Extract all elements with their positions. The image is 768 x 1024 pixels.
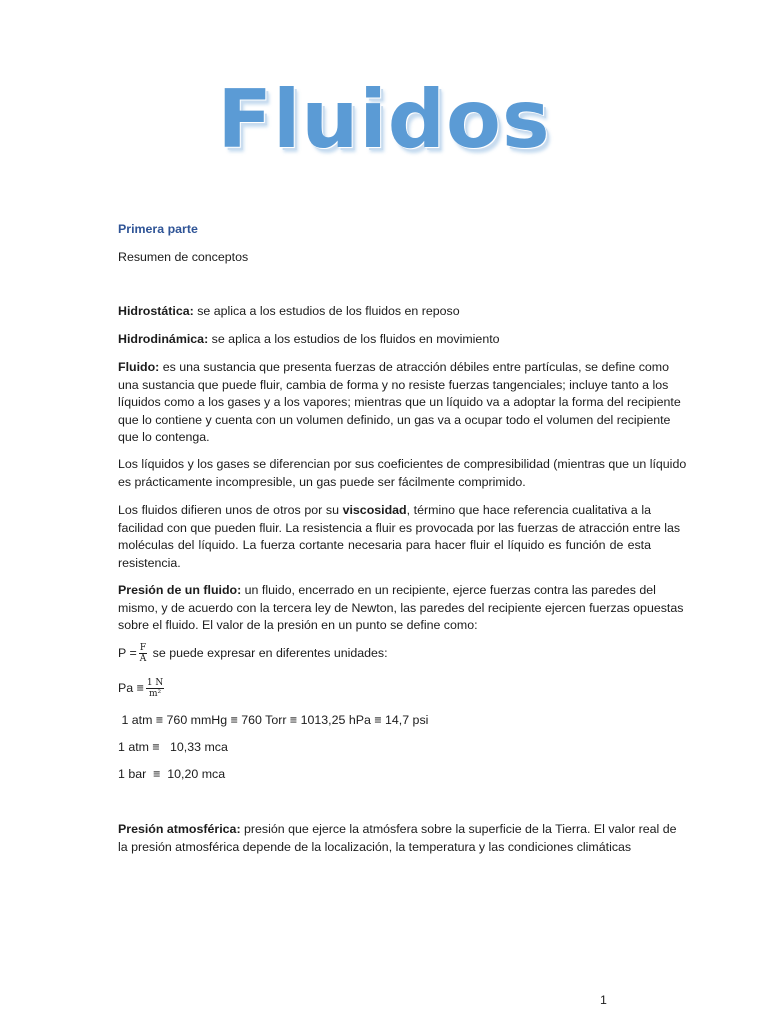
presion-fluido-line-1: [118, 582, 656, 600]
pa-denominator: m²: [148, 689, 162, 699]
paragraph-liquidos-gases: [118, 456, 687, 491]
paragraph-fluido: [118, 359, 681, 447]
equivalence-atm-full: 1 atm ≡ 760 mmHg ≡ 760 Torr ≡ 1013,25 hPa ≡ 14,7 psi: [118, 713, 429, 727]
viscosidad-line-3: moléculas del líquido. La fuerza cortante necesaria para hacer fluir el líquido es función de esta: [118, 538, 651, 552]
equivalence-atm-mca: 1 atm ≡ 10,33 mca: [118, 740, 228, 754]
subtitle: Resumen de conceptos: [118, 250, 249, 264]
fraction-n-over-m2: [146, 678, 164, 699]
pascal-definition: [118, 678, 651, 699]
viscosidad-before: Los fluidos difieren unos de otros por su: [118, 503, 343, 517]
paragraph-hidrodinamica: [118, 331, 651, 349]
liquidos-line-1: Los líquidos y los gases se diferencian por sus coeficientes de compresibilidad (mientras que un líquido: [118, 457, 687, 471]
term-hidrostatica: Hidrostática:: [118, 304, 194, 318]
fluido-line-1: [118, 359, 669, 377]
paragraph-viscosidad: [118, 502, 681, 572]
viscosidad-after: , término que hace referencia cualitativa a la: [406, 503, 651, 517]
pa-numerator: 1 N: [146, 678, 164, 688]
fluido-line-4: que lo contiene y cuenta con un volumen definido, un gas va a ocupar todo el volumen del recipiente: [118, 412, 671, 427]
section-heading: Primera parte: [118, 222, 198, 236]
equivalence-bar-mca: 1 bar ≡ 10,20 mca: [118, 767, 226, 781]
presion-atm-line-1: [118, 821, 677, 839]
term-hidrodinamica: Hidrodinámica:: [118, 332, 209, 346]
paragraph-presion-atmosferica: [118, 821, 677, 856]
fluido-line-5: que lo contenga.: [118, 430, 210, 444]
presion-atm-line-2: la presión atmosférica depende de la localización, la temperatura y las condiciones climáticas: [118, 839, 632, 854]
viscosidad-line-1: [118, 502, 651, 520]
paragraph-presion-fluido: [118, 582, 684, 635]
viscosidad-line-4: resistencia.: [118, 555, 181, 570]
text-hidrostatica: se aplica a los estudios de los fluidos en reposo: [193, 304, 460, 318]
formula-text: se puede expresar en diferentes unidades:: [149, 645, 388, 660]
viscosidad-line-2: facilidad con que pueden fluir. La resistencia a fluir es provocada por las fuerzas de atracción entre las: [118, 520, 681, 535]
document-title: Fluidos: [217, 73, 551, 166]
presion-atm-first: presión que ejerce la atmósfera sobre la superficie de la Tierra. El valor real de: [240, 822, 677, 836]
paragraph-hidrostatica: [118, 303, 651, 321]
fraction-numerator: F: [139, 643, 147, 653]
presion-fluido-line-3: sobre el fluido. El valor de la presión en un punto se define como:: [118, 618, 478, 632]
presion-fluido-first: un fluido, encerrado en un recipiente, ejerce fuerzas contra las paredes del: [241, 583, 656, 597]
term-fluido: Fluido:: [118, 360, 160, 374]
fraction-denominator: A: [139, 654, 147, 664]
page-number: 1: [600, 993, 607, 1007]
text-hidrodinamica: se aplica a los estudios de los fluidos en movimiento: [208, 332, 500, 346]
liquidos-line-2: es prácticamente incompresible, un gas puede ser fácilmente comprimido.: [118, 474, 526, 489]
presion-fluido-line-2: mismo, y de acuerdo con la tercera ley de Newton, las paredes del recipiente ejercen fuerzas opuestas: [118, 600, 684, 615]
formula-lhs: P =: [118, 645, 137, 660]
term-presion-atmosferica: Presión atmosférica:: [118, 822, 241, 836]
term-presion-fluido: Presión de un fluido:: [118, 583, 242, 597]
fluido-line-1-text: es una sustancia que presenta fuerzas de atracción débiles entre partículas, se define como: [159, 360, 669, 374]
fraction-f-over-a: [139, 643, 148, 664]
fluido-line-3: líquidos como a los gases y a los vapores; mientras que un líquido va a adoptar la forma del recipiente: [118, 395, 681, 409]
fluido-line-2: una sustancia que puede fluir, cambia de forma y no resiste fuerzas tangenciales; incluye tanto a los: [118, 377, 669, 392]
term-viscosidad: viscosidad: [342, 503, 407, 517]
pa-lhs: Pa ≡: [118, 680, 144, 695]
formula-pressure: [118, 643, 651, 664]
